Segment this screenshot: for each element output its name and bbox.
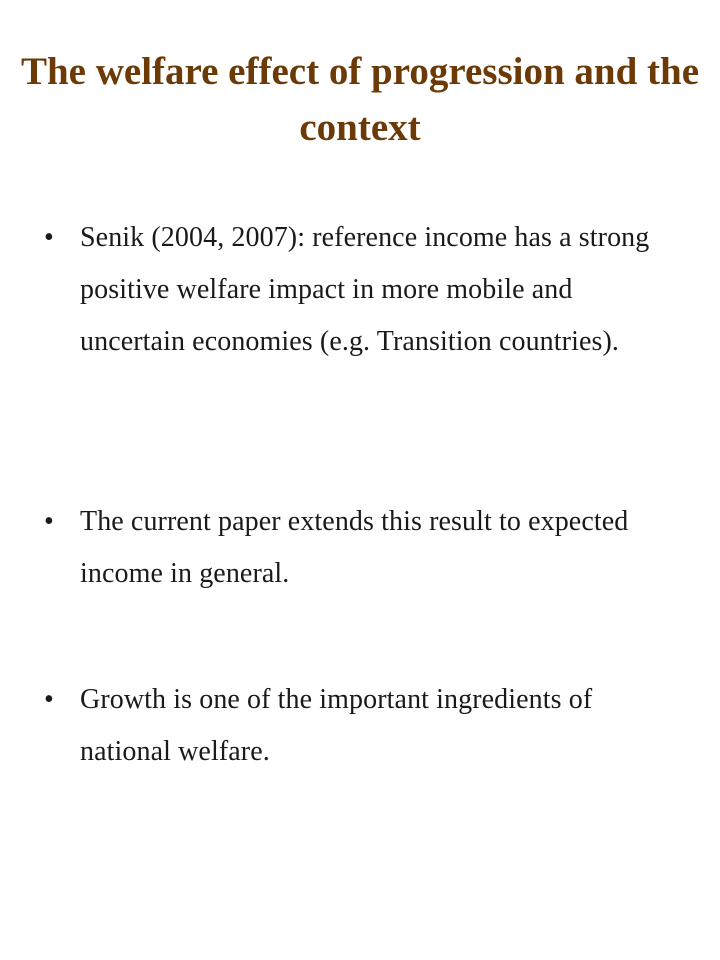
bullet-text-2: The current paper extends this result to expected income in general.: [80, 506, 629, 589]
bullet-item-2: [44, 496, 684, 600]
bullet-marker: •: [44, 222, 54, 253]
bullet-marker: •: [44, 684, 54, 715]
bullet-item-3: [44, 674, 684, 778]
bullet-text-1: Senik (2004, 2007): reference income has a strong positive welfare impact in more mobile and uncertain economies (e.g. Transition countries).: [80, 222, 650, 357]
bullet-text-3: Growth is one of the important ingredients of national welfare.: [80, 684, 593, 767]
slide-title: The welfare effect of progression and the context: [20, 50, 700, 149]
bullet-item-1: [44, 212, 684, 368]
bullet-marker: •: [44, 506, 54, 537]
